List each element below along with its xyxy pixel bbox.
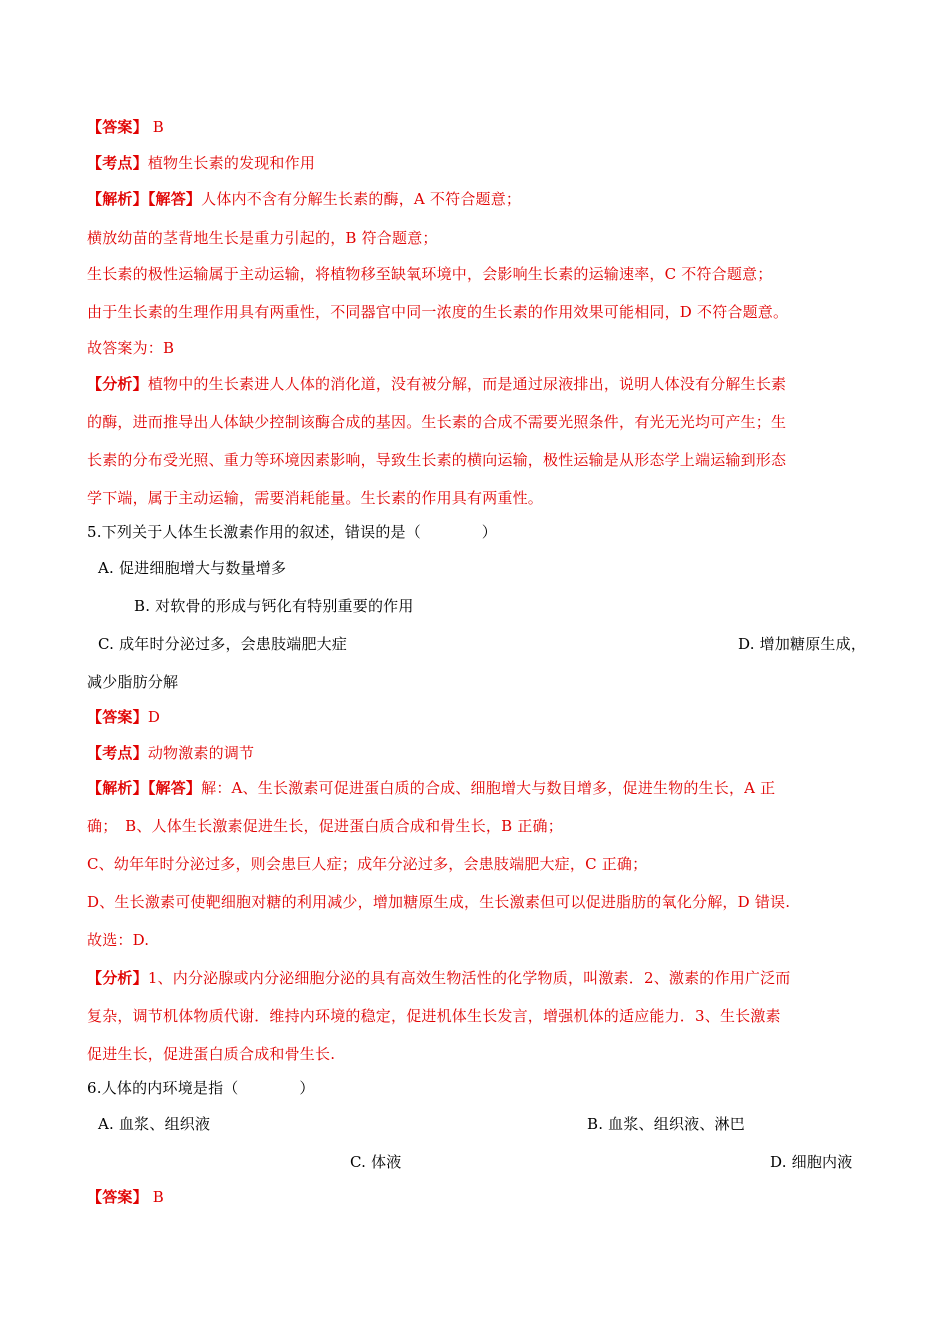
fenxi-text: 1、内分泌腺或内分泌细胞分泌的具有高效生物活性的化学物质，叫激素．2、激素的作用广泛而 [147, 969, 791, 987]
q4-analysis-line-3: 生长素的极性运输属于主动运输，将植物移至缺氧环境中，会影响生长素的运输速率，C 不符合题意； [87, 265, 773, 283]
topic-value: 动物激素的调节 [147, 744, 255, 762]
answer-tag: 【答案】 [87, 118, 148, 136]
q6-answer-line [87, 1187, 164, 1207]
q6-option-d: D. 细胞内液 [770, 1153, 853, 1171]
q5-analysis-line-3: C、幼年年时分泌过多，则会患巨人症；成年分泌过多，会患肢端肥大症，C 正确； [87, 855, 648, 873]
q6-option-c: C. 体液 [350, 1153, 402, 1171]
analysis-text: 人体内不含有分解生长素的酶，A 不符合题意； [201, 190, 522, 208]
answer-value: B [147, 1188, 165, 1206]
q6-option-a: A. 血浆、组织液 [98, 1115, 211, 1133]
answer-value: D [147, 708, 161, 726]
q5-fenxi-line-3: 促进生长，促进蛋白质合成和骨生长. [87, 1045, 336, 1063]
q5-stem: 5.下列关于人体生长激素作用的叙述，错误的是（ ） [87, 523, 497, 541]
answer-tag: 【答案】 [87, 1188, 148, 1206]
q5-topic-line [87, 743, 254, 763]
q5-option-d: D. 增加糖原生成， [738, 635, 867, 653]
fenxi-text: 植物中的生长素进人人体的消化道，没有被分解，而是通过尿液排出，说明人体没有分解生长素 [147, 375, 787, 393]
q5-conclusion-line: 故选：D. [87, 931, 150, 949]
q4-fenxi-line-1 [87, 374, 786, 394]
q5-fenxi-line-1 [87, 968, 791, 988]
q4-fenxi-line-3: 长素的分布受光照、重力等环境因素影响，导致生长素的横向运输，极性运输是从形态学上端运输到形态 [87, 451, 787, 469]
q4-analysis-line-1 [87, 189, 521, 209]
q5-fenxi-line-2: 复杂，调节机体物质代谢．维持内环境的稳定，促进机体生长发言，增强机体的适应能力．3、生长激素 [87, 1007, 781, 1025]
q4-fenxi-line-2: 的酶，进而推导出人体缺少控制该酶合成的基因。生长素的合成不需要光照条件，有光无光均可产生；生 [87, 413, 787, 431]
solution-tag: 【解答】 [147, 190, 202, 208]
analysis-tag: 【解析】 [87, 779, 148, 797]
fenxi-tag: 【分析】 [87, 375, 148, 393]
analysis-tag: 【解析】 [87, 190, 148, 208]
q4-analysis-line-4: 由于生长素的生理作用具有两重性，不同器官中同一浓度的生长素的作用效果可能相同，D 不符合题意。 [87, 303, 789, 321]
topic-tag: 【考点】 [87, 744, 148, 762]
topic-tag: 【考点】 [87, 154, 148, 172]
fenxi-tag: 【分析】 [87, 969, 148, 987]
q6-stem: 6.人体的内环境是指（ ） [87, 1079, 315, 1097]
q5-option-a: A. 促进细胞增大与数量增多 [98, 559, 287, 577]
topic-value: 植物生长素的发现和作用 [147, 154, 316, 172]
q5-answer-line [87, 707, 160, 727]
analysis-text: 解：A、生长激素可促进蛋白质的合成、细胞增大与数目增多，促进生物的生长，A 正 [201, 779, 776, 797]
q5-analysis-line-1 [87, 778, 775, 798]
q5-option-c: C. 成年时分泌过多，会患肢端肥大症 [98, 635, 348, 653]
q5-option-b: B. 对软骨的形成与钙化有特别重要的作用 [134, 597, 414, 615]
q5-analysis-line-4: D、生长激素可使靶细胞对糖的利用减少，增加糖原生成，生长激素但可以促进脂肪的氧化分解，D 错误. [87, 893, 791, 911]
solution-tag: 【解答】 [147, 779, 202, 797]
q4-topic-line [87, 153, 315, 173]
q4-conclusion-line: 故答案为：B [87, 339, 175, 357]
q4-answer-line [87, 117, 164, 137]
q5-analysis-line-2: 确； B、人体生长激素促进生长，促进蛋白质合成和骨生长，B 正确； [87, 817, 563, 835]
q6-option-b: B. 血浆、组织液、淋巴 [587, 1115, 745, 1133]
q5-option-d-continued: 减少脂肪分解 [87, 673, 179, 691]
answer-tag: 【答案】 [87, 708, 148, 726]
answer-value: B [147, 118, 165, 136]
q4-fenxi-line-4: 学下端，属于主动运输，需要消耗能量。生长素的作用具有两重性。 [87, 489, 544, 507]
q4-analysis-line-2: 横放幼苗的茎背地生长是重力引起的，B 符合题意； [87, 229, 438, 247]
